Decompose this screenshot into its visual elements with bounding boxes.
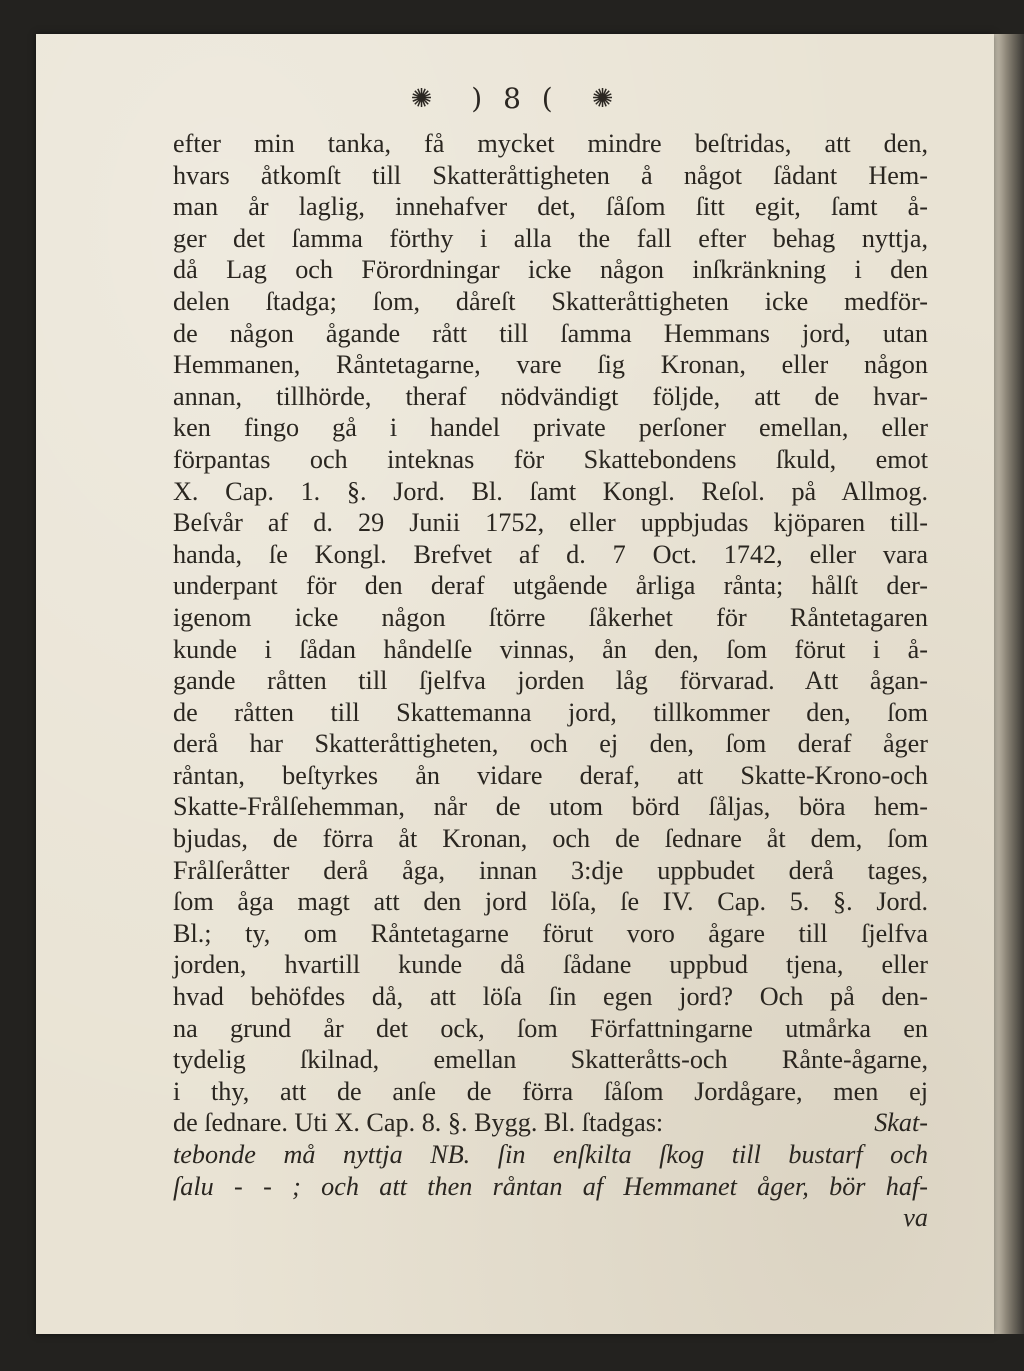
body-text (173, 128, 928, 1234)
text-line: Skatte-Frålſehemman, når de utom börd ſåljas, böra hem- (173, 792, 928, 822)
text-line: underpant för den deraf utgående årliga rånta; hålſt der- (173, 571, 928, 601)
text-line: igenom icke någon ſtörre ſåkerhet för Råntetagaren (173, 602, 928, 632)
ornament-left-icon: ✺ (410, 83, 439, 114)
text-line-roman-part: de ſednare. Uti X. Cap. 8. §. Bygg. Bl. ſtadgas: (173, 1108, 664, 1138)
book-gutter (994, 34, 1024, 1334)
text-line: Bl.; ty, om Råntetagarne förut voro ågare till ſjelfva (173, 918, 928, 948)
page-number: ) 8 ( (471, 82, 559, 115)
text-line: Hemmanen, Råntetagarne, vare ſig Kronan, eller någon (173, 350, 928, 380)
text-line: man år laglig, innehafver det, ſåſom ſitt egit, ſamt å- (173, 192, 928, 222)
text-line: tydelig ſkilnad, emellan Skatteråtts-och Rånte-ågarne, (173, 1045, 928, 1075)
text-line: råntan, beſtyrkes ån vidare deraf, att Skatte-Krono-och (173, 760, 928, 790)
text-line-italic: tebonde må nyttja NB. ſin enſkilta ſkog till bustarf och (173, 1140, 928, 1169)
text-line: hvad behöfdes då, att löſa ſin egen jord? Och på den- (173, 982, 928, 1012)
text-line: ken fingo gå i handel private perſoner emellan, eller (173, 413, 928, 443)
text-line: delen ſtadga; ſom, dåreſt Skatteråttigheten icke medför- (173, 286, 928, 316)
text-line: då Lag och Förordningar icke någon inſkränkning i den (173, 255, 928, 285)
text-line: X. Cap. 1. §. Jord. Bl. ſamt Kongl. Reſol. på Allmog. (173, 476, 928, 506)
text-line-italic-part: Skat- (874, 1108, 928, 1138)
text-line: gande råtten till ſjelfva jorden låg förvarad. Att ågan- (173, 666, 928, 696)
text-line-italic: ſalu - - ; och att then råntan af Hemmanet åger, bör haf- (173, 1171, 928, 1201)
text-line: efter min tanka, få mycket mindre beſtridas, att den, (173, 129, 928, 158)
text-line-with-italic-tail (173, 1107, 928, 1139)
text-line: förpantas och inteknas för Skattebondens ſkuld, emot (173, 444, 928, 474)
text-line: derå har Skatteråttigheten, och ej den, ſom deraf åger (173, 729, 928, 759)
catchword: va (903, 1203, 928, 1233)
text-line: de råtten till Skattemanna jord, tillkommer den, ſom (173, 697, 928, 727)
text-line: hvars åtkomſt till Skatteråttigheten å något ſådant Hem- (173, 160, 928, 190)
text-line: ſom åga magt att den jord löſa, ſe IV. Cap. 5. §. Jord. (173, 887, 928, 917)
text-line: ger det ſamma förthy i alla the fall efter behag nyttja, (173, 223, 928, 253)
text-line: annan, tillhörde, theraf nödvändigt följde, att de hvar- (173, 381, 928, 411)
text-line: de någon ågande rått till ſamma Hemmans jord, utan (173, 318, 928, 348)
ornament-right-icon: ✺ (591, 83, 620, 114)
text-line: jorden, hvartill kunde då ſådane uppbud tjena, eller (173, 950, 928, 980)
text-line: handa, ſe Kongl. Brefvet af d. 7 Oct. 1742, eller vara (173, 539, 928, 569)
text-line: kunde i ſådan håndelſe vinnas, ån den, ſom förut i å- (173, 634, 928, 664)
text-line: Frålſeråtter derå åga, innan 3:dje uppbudet derå tages, (173, 855, 928, 885)
text-line: bjudas, de förra åt Kronan, och de ſednare åt dem, ſom (173, 824, 928, 854)
text-line: i thy, att de anſe de förra ſåſom Jordågare, men ej (173, 1076, 928, 1106)
text-line: Beſvår af d. 29 Junii 1752, eller uppbjudas kjöparen till- (173, 508, 928, 538)
page-header (36, 80, 994, 115)
text-line: na grund år det ock, ſom Författningarne utmårka en (173, 1013, 928, 1043)
